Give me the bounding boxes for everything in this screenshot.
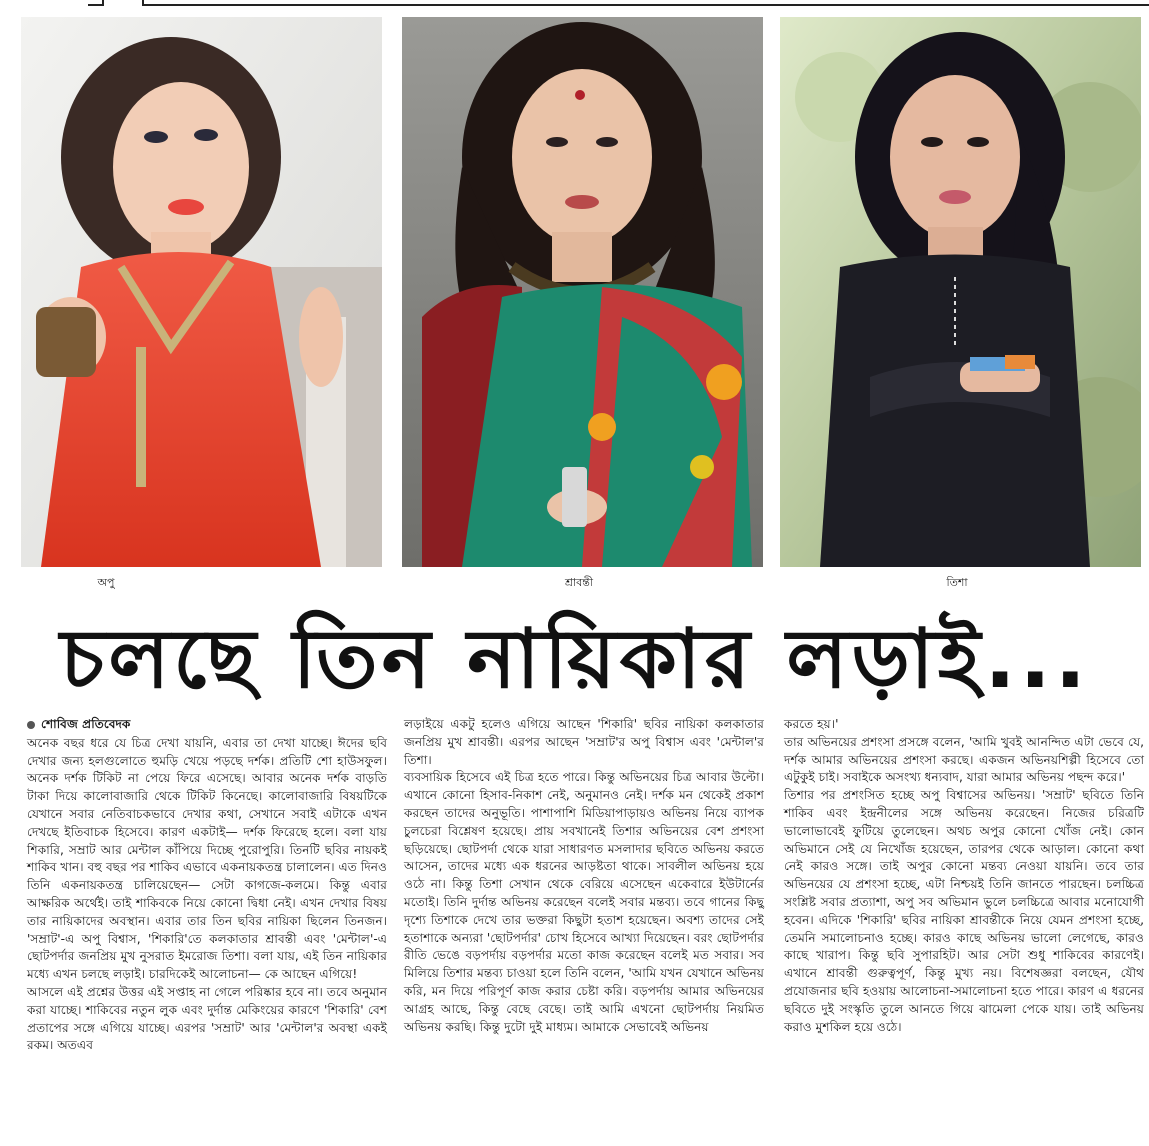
photo-srabanti: [402, 17, 763, 567]
paragraph: লড়াইয়ে একটু হলেও এগিয়ে আছেন 'শিকারি' ছবির নায়িকা কলকাতার জনপ্রিয় মুখ শ্রাবন্তী। এরপর আছেন 'সম্রাট'র অপু বিশ্বাস এবং 'মেন্টাল'র তিশা।: [404, 717, 764, 767]
column-1: [27, 716, 387, 1055]
paragraph: তার অভিনয়ের প্রশংসা প্রসঙ্গে বলেন, 'আমি খুবই আনন্দিত এটা ভেবে যে, দর্শক আমার অভিনয়ের প্রশংসা করছে। একজন অভিনয়শিল্পী হিসেবে তো এটুকুই চাই। সবাইকে অসংখ্য ধন্যবাদ, যারা আমার অভিনয় পছন্দ করে।': [784, 734, 1144, 785]
paragraph: আসলে এই প্রশ্নের উত্তর এই সপ্তাহ না গেলে পরিষ্কার হবে না। তবে অনুমান করা যাচ্ছে। শাকিবের নতুন লুক এবং দুর্দান্ত মেকিংয়ের কারণে 'শিকারি' বেশ প্রতাপের সঙ্গে এগিয়ে যাচ্ছে। এরপর 'সম্রাট' আর 'মেন্টাল'র অবস্থা একই রকম। অতএব: [27, 984, 387, 1053]
column-3: [784, 716, 1144, 1036]
photo-srabanti-image: [402, 17, 763, 567]
caption-apu: অপু: [97, 576, 115, 589]
column-2: [404, 716, 764, 1036]
paragraph: তিশার পর প্রশংসিত হচ্ছে অপু বিশ্বাসের অভিনয়। 'সম্রাট' ছবিতে তিনি শাকিব এবং ইন্দ্রনীলের সঙ্গে অভিনয় করেছেন। নিজের চরিত্রটি ভালোভাবেই ফুটিয়ে তুলেছেন। অথচ অপুর কোনো খোঁজ নেই। কোন অভিমানে সেই যে নিখোঁজ হয়েছেন, তারপর থেকে আড়াল। কোনো কথা নেই কারও সঙ্গে। তাই অপুর কোনো মন্তব্য নেওয়া যায়নি। তবে তার অভিনয়ের যে প্রশংসা হচ্ছে, এটা নিশ্চয়ই তিনি জানতে পারছেন। চলচ্চিত্র সংশ্লিষ্ট সবার প্রত্যাশা, অপু সব অভিমান ভুলে চলচ্চিত্রে আবার মনোযোগী হবেন। এদিকে 'শিকারি' ছবির নায়িকা শ্রাবন্তীকে নিয়ে যেমন প্রশংসা হচ্ছে, তেমনি সমালোচনাও হচ্ছে। কারও কাছে অভিনয় ভালো লেগেছে, কারও কাছে খারাপ। কিন্তু ছবি সুপারহিট। আর সেটা শুধু শাকিবের কারণেই। এখানে শ্রাবন্তী গুরুত্বপূর্ণ, কিন্তু মুখ্য নয়। বিশেষজ্ঞরা বলছেন, যৌথ প্রযোজনার ছবি হওয়ায় আলোচনা-সমালোচনা হতে পারে। কারণ এ ধরনের ছবিতে দুই সংস্কৃতি তুলে আনতে গিয়ে ঝামেলা পেকে যায়। তাই অভিনয় করাও মুশকিল হয়ে ওঠে।: [784, 788, 1144, 1034]
top-rule-left: [88, 0, 104, 6]
bullet-icon: [27, 721, 35, 729]
headline: চলছে তিন নায়িকার লড়াই...: [60, 612, 1090, 707]
caption-tisha: তিশা: [946, 576, 968, 589]
byline: [27, 716, 387, 734]
caption-srabanti: শ্রাবন্তী: [564, 576, 594, 589]
photo-apu-image: [21, 17, 382, 567]
byline-text: শোবিজ প্রতিবেদক: [41, 717, 131, 731]
top-rule: [0, 0, 1149, 8]
photo-apu: [21, 17, 382, 567]
paragraph: ব্যবসায়িক হিসেবে এই চিত্র হতে পারে। কিন্তু অভিনয়ের চিত্র আবার উল্টো। এখানে কোনো হিসাব-নিকাশ নেই, অনুমানও নেই। দর্শক মন থেকেই প্রকাশ করছেন তাদের অনুভূতি। পাশাপাশি মিডিয়াপাড়ায়ও অভিনয় নিয়ে ব্যাপক চুলচেরা বিশ্লেষণ হয়েছে। প্রায় সবখানেই তিশার অভিনয়ের বেশ প্রশংসা ছড়িয়েছে। ছোটপর্দা থেকে যারা সাধারণত মসলাদার ছবিতে অভিনয় করতে আসেন, তাদের মধ্যে এক ধরনের আড়ষ্টতা থাকে। সাবলীল অভিনয় হয়ে ওঠে না। কিন্তু তিশা সেখান থেকে বেরিয়ে এসেছেন একেবারে ইউটার্নের মতোই। তিনি দুর্দান্ত অভিনয় করেছেন বলেই সবার মন্তব্য। তবে গানের কিছু দৃশ্যে তিশাকে দেখে তার ভক্তরা কিছুটা হতাশ হয়েছেন। অবশ্য তাদের সেই হতাশাকে অন্যরা 'ছোটপর্দার' চোখ হিসেবে আখ্যা দিয়েছেন। বরং ছোটপর্দার রীতি ভেঙে বড়পর্দায় বড়পর্দার মতো কাজ করেছেন বলেই মত সবার। সব মিলিয়ে তিশার মন্তব্য চাওয়া হলে তিনি বলেন, 'আমি যখন যেখানে অভিনয় করি, মন দিয়ে পরিপূর্ণ কাজ করার চেষ্টা করি। বড়পর্দায় আমার অভিনয়ের আগ্রহ আছে, কিন্তু বেছে বেছে। তাই আমি এখনো ছোটপর্দায় নিয়মিত অভিনয় করছি। কিন্তু দুটো দুই মাধ্যম। আমাকে সেভাবেই অভিনয়: [404, 770, 764, 1034]
paragraph: অনেক বছর ধরে যে চিত্র দেখা যায়নি, এবার তা দেখা যাচ্ছে। ঈদের ছবি দেখার জন্য হলগুলোতে হুমড়ি খেয়ে পড়ছে দর্শক। প্রতিটি শো হাউসফুল। অনেক দর্শক টিকিট না পেয়ে ফিরে এসেছে। আবার অনেক দর্শক বাড়তি টাকা দিয়ে কালোবাজারি থেকে টিকিট কিনেছে। কালোবাজারি বিষয়টিকে যেখানে সবার নেতিবাচকভাবে দেখার কথা, সেখানে সবাই এটাকে এখন দেখছে ইতিবাচক হিসেবে। কারণ একটাই— দর্শক ফিরেছে হলে। বলা যায় শিকারি, সম্রাট আর মেন্টাল কাঁপিয়ে দিচ্ছে পুরোপুরি। তিনটি ছবির নায়কই শাকিব খান। বহু বছর পর শাকিব এভাবে একনায়কতন্ত্র চালালেন। এত দিনও তিনি একনায়কতন্ত্র চালিয়েছেন— সেটা কাগজে-কলমে। কিন্তু এবার আক্ষরিক অর্থেই। তাই শাকিবকে নিয়ে কোনো দ্বিধা নেই। এখন দেখার বিষয় তার নায়িকাদের অবস্থান। এবার তার তিন ছবির নায়িকা ছিলেন তিনজন। 'সম্রাট'-এ অপু বিশ্বাস, 'শিকারি'তে কলকাতার শ্রাবন্তী এবং 'মেন্টাল'-এ ছোটপর্দার জনপ্রিয় মুখ নুসরাত ইমরোজ তিশা। বলা যায়, এই তিন নায়িকার মধ্যে এখন চলছে লড়াই। চারদিকেই আলোচনা— কে আছেন এগিয়ে!: [27, 735, 387, 982]
paragraph: করতে হয়।': [784, 717, 839, 731]
top-rule-right: [142, 0, 1149, 6]
photo-tisha-image: [780, 17, 1141, 567]
photo-tisha: [780, 17, 1141, 567]
